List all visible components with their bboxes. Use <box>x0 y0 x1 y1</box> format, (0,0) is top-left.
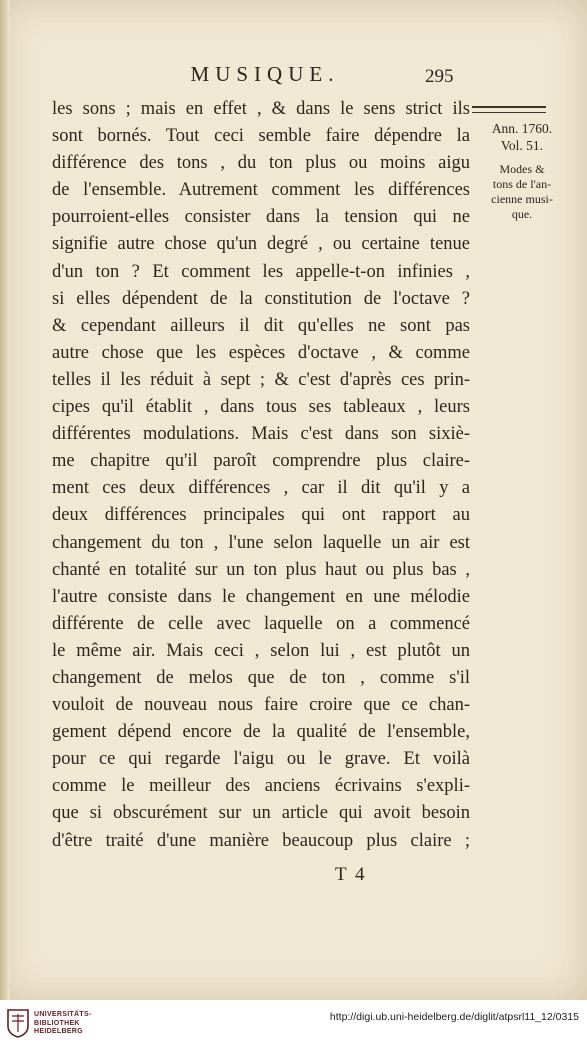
text-line: cipes qu'il établit , dans tous ses tableaux , leurs <box>52 397 470 418</box>
text-line: différentes modulations. Mais c'est dans son sixiè- <box>52 424 470 445</box>
text-line: telles il les réduit à sept ; & c'est d'après ces prin- <box>52 369 470 390</box>
margin-note-volume: Vol. 51. <box>500 138 544 153</box>
text-line: ment ces deux différences , car il dit qu'il y a <box>52 478 470 499</box>
text-line: les sons ; mais en effet , & dans le sens strict ils <box>52 99 470 119</box>
catchword: T 4 <box>335 864 367 885</box>
text-line: chanté en totalité sur un ton plus haut ou plus bas , <box>52 559 470 580</box>
text-line: deux différences principales qui ont rapport au <box>52 505 470 526</box>
source-url-link[interactable]: http://digi.ub.uni-heidelberg.de/diglit/atpsrl11_12/0315 <box>329 1011 579 1023</box>
page-number: 295 <box>425 66 454 87</box>
running-title: MUSIQUE. <box>190 62 340 86</box>
text-line: différence des tons , du ton plus ou moins aigu <box>52 153 470 174</box>
text-line: l'autre consiste dans le changement en une mélodie <box>52 586 470 607</box>
text-line: différente de celle avec laquelle on a commencé <box>52 613 470 634</box>
margin-note-topic: Modes & <box>499 162 545 176</box>
margin-note-topic: que. <box>511 207 533 221</box>
text-line: de l'ensemble. Autrement comment les différences <box>52 180 470 201</box>
text-line: d'un ton ? Et comment les appelle-t-on infinies , <box>52 261 470 282</box>
margin-note-topic: cienne musi- <box>491 192 553 206</box>
text-line: pour ce qui regarde l'aigu ou le grave. Et voilà <box>52 749 470 770</box>
text-line: si elles dépendent de la constitution de l'octave ? <box>52 288 470 309</box>
text-line: pourroient-elles consister dans la tension qui ne <box>52 207 470 228</box>
text-line: que si obscurément sur un article qui avoit besoin <box>52 803 470 824</box>
margin-note-topic: tons de l'an- <box>492 177 552 191</box>
page-edge <box>0 0 10 1000</box>
margin-note-year: Ann. 1760. <box>491 121 553 136</box>
text-line: me chapitre qu'il paroît comprendre plus claire- <box>52 451 470 472</box>
text-line: le même air. Mais ceci , selon lui , est plutôt un <box>52 640 470 661</box>
text-line: autre chose que les espèces d'octave , & comme <box>52 342 470 363</box>
library-name: UNIVERSITÄTS- BIBLIOTHEK HEIDELBERG <box>34 1011 92 1035</box>
text-line: changement de melos que de ton , comme s'il <box>52 667 470 688</box>
text-line: d'être traité d'une manière beaucoup plus claire ; <box>52 830 470 851</box>
text-line: comme le meilleur des anciens écrivains s'expli- <box>52 776 470 797</box>
margin-rule <box>472 112 546 113</box>
text-line: signifie autre chose qu'un degré , ou certaine tenue <box>52 234 470 255</box>
text-line: vouloit de nouveau nous faire croire que ce chan- <box>52 695 470 716</box>
text-line: & cependant ailleurs il dit qu'elles ne sont pas <box>52 315 470 336</box>
text-line: gement dépend encore de la qualité de l'ensemble, <box>52 722 470 743</box>
university-seal-icon <box>6 1008 30 1038</box>
body-text <box>52 96 470 855</box>
margin-note <box>467 120 577 222</box>
text-line: changement du ton , l'une selon laquelle un air est <box>52 532 470 553</box>
text-line: sont bornés. Tout ceci semble faire dépendre la <box>52 126 470 147</box>
margin-rule <box>472 106 546 108</box>
